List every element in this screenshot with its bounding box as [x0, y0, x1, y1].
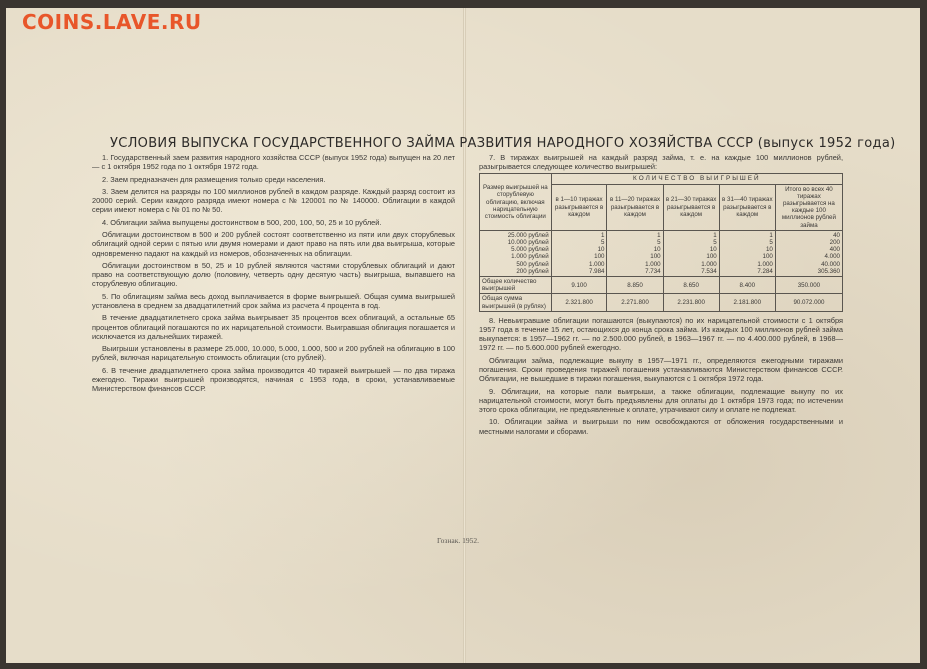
- paragraph: Облигации достоинством в 50, 25 и 10 рублей являются частями сторублевых облигаций и дают право на соответствующую долю (половину, четверть одну десятую часть) выигрыша, выпавшего на сторублевую облигацию.: [92, 260, 455, 289]
- paragraph: Облигации займа, подлежащие выкупу в 1957—1971 гг., определяются ежегодными тиражами погашения. Сроки проведения тиражей погашения устанавливаются Министерством финансов СССР. Облигации, не вышедшие в тиражи погашения, выкупаются с 1 октября 1972 года.: [479, 355, 843, 384]
- table-row: [480, 277, 843, 294]
- table-header-period: Итого во всех 40 тиражах разыгрывается на каждые 100 миллионов рублей займа: [775, 184, 842, 230]
- watermark: COINS.LAVE.RU: [22, 10, 202, 34]
- paragraph: Выигрыши установлены в размере 25.000, 10.000, 5.000, 1.000, 500 и 200 рублей на облигацию в 100 рублей, включая нарицательную стоимость облигации (сто рублей).: [92, 344, 455, 363]
- fold-line: [463, 8, 466, 663]
- table-header-period: в 11—20 тиражах разыгрывается в каждом: [607, 184, 663, 230]
- paragraph: 8. Невыигравшие облигации погашаются (выкупаются) по их нарицательной стоимости с 1 октября 1957 года в течение 15 лет, остающихся до конца срока займа. Из каждых 100 миллионов рублей займа выкупается: в 1957—1962 гг. — по 2.500.000 рублей, в 1963—1967 гг. — по 4.400.000 рублей, в 1968—1972 гг. — по 5.600.000 рублей ежегодно.: [479, 315, 843, 353]
- prize-table: [479, 173, 843, 311]
- paragraph: 10. Облигации займа и выигрыши по ним освобождаются от обложения государственными и местными налогами и сборами.: [479, 417, 843, 436]
- page-title: УСЛОВИЯ ВЫПУСКА ГОСУДАРСТВЕННОГО ЗАЙМА РАЗВИТИЯ НАРОДНОГО ХОЗЯЙСТВА СССР (выпуск 1952 года): [110, 136, 896, 151]
- total-count-label: Общее количество выигрышей: [480, 277, 552, 294]
- table-header-size: Размер выигрышей на сторублевую облигацию, включая нарицательную стоимость облигации: [480, 174, 552, 230]
- table-cell: 1 5 10 100 1.000 7.984: [551, 230, 607, 276]
- table-cell: 1 5 10 100 1.000 7.534: [663, 230, 719, 276]
- paragraph: 5. По облигациям займа весь доход выплачивается в форме выигрышей. Общая сумма выигрышей установлена в среднем за двадцатилетний срок займа из расчета 4 процента в год.: [92, 291, 455, 310]
- table-header-period: в 1—10 тиражах разыгрывается в каждом: [551, 184, 607, 230]
- right-column: [479, 153, 843, 439]
- table-row: [480, 294, 843, 311]
- table-cell: 8.400: [719, 277, 775, 294]
- paragraph: 7. В тиражах выигрышей на каждый разряд займа, т. е. на каждые 100 миллионов рублей, разыгрывается следующее количество выигрышей:: [479, 153, 843, 172]
- table-cell: 40 200 400 4.000 40.000 305.360: [775, 230, 842, 276]
- paragraph: В течение двадцатилетнего срока займа выигрывает 35 процентов всех облигаций, а остальные 65 процентов облигаций погашаются по их нарицательной стоимости. Выигравшая облигация погашается и исключается из дальнейших тиражей.: [92, 313, 455, 341]
- table-cell: 2.271.800: [607, 294, 663, 311]
- table-cell: 8.850: [607, 277, 663, 294]
- paragraph: 2. Заем предназначен для размещения только среди населения.: [102, 174, 326, 184]
- paragraph: 6. В течение двадцатилетнего срока займа производится 40 тиражей выигрышей — по два тиража ежегодно. Тиражи выигрышей производятся, начиная с 1953 года, в сроки, устанавливаемые Министерством финансов СССР.: [92, 365, 455, 394]
- paragraph: 1. Государственный заем развития народного хозяйства СССР (выпуск 1952 года) выпущен на 20 лет — с 1 октября 1952 года по 1 октября 1972 года.: [92, 153, 455, 172]
- table-cell: 2.231.800: [663, 294, 719, 311]
- table-header-period: в 21—30 тиражах разыгрывается в каждом: [663, 184, 719, 230]
- printer-mark: Гознак. 1952.: [437, 536, 480, 545]
- table-cell: 90.072.000: [775, 294, 842, 311]
- table-cell: 1 5 10 100 1.000 7.284: [719, 230, 775, 276]
- paragraph: 9. Облигации, на которые пали выигрыши, а также облигации, подлежащие выкупу по их нарицательной стоимости, могут быть предъявлены для оплаты до 1 октября 1973 года; по истечении этого срока облигации, не предъявленные к оплате, утрачивают силу и оплате не подлежат.: [479, 386, 843, 415]
- table-cell: 2.321.800: [551, 294, 607, 311]
- total-sum-label: Общая сумма выигрышей (в рублях): [480, 294, 552, 311]
- paragraph: 4. Облигации займа выпущены достоинством в 500, 200, 100, 50, 25 и 10 рублей.: [102, 217, 382, 227]
- paragraph: Облигации достоинством в 500 и 200 рублей состоят соответственно из пяти или двух сторублевых облигаций одной серии с пятью или двумя номерами и дают право на пять или два выигрыша, которые одновременно падают на каждый из номеров, обозначенных на облигации.: [92, 230, 455, 258]
- table-header-count: КОЛИЧЕСТВО ВЫИГРЫШЕЙ: [551, 174, 842, 184]
- table-cell: 350.000: [775, 277, 842, 294]
- paragraph: 3. Заем делится на разряды по 100 миллионов рублей в каждом разряде. Каждый разряд состоит из 20000 серий. Серии каждого разряда имеют номера с № 120001 по № 140000. Облигации в каждой серии имеют номера с № 01 по № 50.: [92, 186, 455, 215]
- table-cell: 1 5 10 100 1.000 7.734: [607, 230, 663, 276]
- table-row: [480, 230, 843, 276]
- left-column: [92, 153, 455, 397]
- table-cell: 2.181.800: [719, 294, 775, 311]
- prize-amounts: 25.000 рублей 10.000 рублей 5.000 рублей 1.000 рублей 500 рублей 200 рублей: [480, 230, 552, 276]
- table-cell: 9.100: [551, 277, 607, 294]
- table-header-period: в 31—40 тиражах разыгрывается в каждом: [719, 184, 775, 230]
- table-cell: 8.650: [663, 277, 719, 294]
